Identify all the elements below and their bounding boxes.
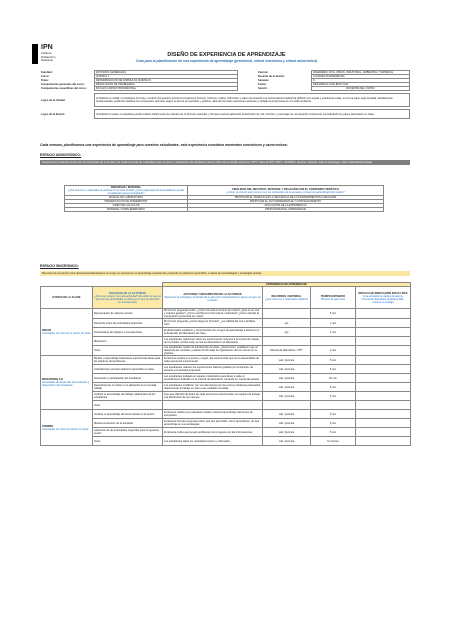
activity-description: Mi formulo preguntas sobre: ¿Cómo formulé el número de moles? ¿Qué es un mol y cuántos iguales? ¿Cómo escribimos la fórmula de moléculas? ¿Cómo calcular la composición porcentual en masa? [163, 309, 263, 319]
col-resources-title: RECURSOS / MATERIAL [271, 294, 302, 298]
activity-time: 5 min [311, 419, 356, 428]
activity-time: 5 min [311, 356, 356, 365]
activity-description: El docente formula preguntas sobre qué han aprendido, cómo aprendieron, de qué aprendizaje en sus estrategias. [163, 419, 263, 428]
activity-time: 1 min [311, 319, 356, 328]
activity-purpose: Otros [93, 401, 163, 410]
activity-purpose: Recuerdo sobre las actividades anteriores [93, 319, 163, 328]
table-row [41, 356, 411, 365]
activity-time [311, 337, 356, 346]
logro-unidad-label: Logro de la Unidad: [41, 98, 66, 102]
activity-purpose: Aplicación de las actividades sugeridas para la siguiente sesión [93, 428, 163, 437]
async-col-purpose-title: FINALIDAD DEL RECURSO / MATERIAL Y RELACIÓN CON EL CONTENIDO TEMÁTICO [232, 187, 339, 191]
activity-resources: Lab. Química [263, 419, 311, 428]
activity-innovation [356, 374, 411, 383]
async-resource: PRESENTACION DE POWERPOINT [65, 200, 188, 204]
async-description: Propuesta de contenido previo con los contenidos de la semana. Se realiza a través de material(es) que se ponen a disposición del estudiante para la visión de su estudio autónomo. (PPT, Video de PPT, PDF's, SCORM's, lecturas, artículos, links de descarga o sitios web/videos/revistas) [40, 160, 410, 165]
competencias-especificas-label: Competencias específicas del curso: [41, 87, 87, 90]
activity-innovation [356, 346, 411, 356]
activity-description: Los estudiantes modifican con sus discusiones de los cursos problemas planteados, relacionando el trabajo en todo a sus unidades tomadas. [164, 384, 261, 390]
activity-description: Los estudiantes dejan los materiales limpios y ordenados. [163, 437, 263, 446]
activity-description: Que sea obtenido de datos de cada secuencia experimental, los equipos de trabajo a la distribución de los mismos. [163, 392, 263, 401]
activity-description: El docente indica que tengan problemas como respeto por las informaciones. [163, 428, 263, 437]
competencias-especificas-value: MUCHO CAMINO PROFESIONAL [95, 87, 238, 91]
async-resource: VIDEO DE CALCULOS [65, 204, 188, 208]
table-row [41, 401, 411, 410]
activity-time: 5 min [311, 365, 356, 374]
sesion-label: Sesión: [258, 87, 268, 90]
activity-time: 5 minutos [311, 437, 356, 446]
activity-innovation [356, 401, 411, 410]
async-col-purpose-sub: ¿Cómo se vinculó este recurso con los contenidos de la semana y el logro de aprendizaje del módulo? [226, 190, 345, 194]
competencias-label: Competencias generales del curso: [41, 83, 85, 86]
semana-value: 9 [312, 79, 410, 83]
activity-resources: Manual de laboratorio - PPT [263, 346, 311, 356]
activity-innovation [356, 437, 411, 446]
facultad-value: ESTUDIOS GENERALES [95, 71, 238, 75]
sync-description: Momento de encuentro entre docente/estudiante/pares en el que se promueven un aprendizaje experiencial, poniendo en práctica lo aprendido, a través de metodologías y estrategias activas. [40, 271, 410, 276]
carrera-label: Carrera: [258, 71, 269, 74]
table-row [41, 319, 411, 328]
docente-value: LOURDES RIVADENEYRA [312, 75, 410, 79]
col-resources-sub: ¿Qué recursos o materiales utilizará? [264, 297, 309, 301]
stage-cell [41, 356, 93, 410]
activity-innovation [356, 365, 411, 374]
async-resource: MANUAL DE LABORATORIO [65, 196, 188, 200]
async-col-purpose [188, 186, 384, 196]
table-row [41, 346, 411, 356]
table-row [41, 410, 411, 419]
course-info-table [40, 70, 410, 119]
col-purpose-sub: ¿Qué voy a lograr con esta actividad? (El orden es que se ejecuten las actividades no debe ser el que se describe en el desarrollo) [94, 294, 161, 304]
semana-label: Semana: [258, 79, 269, 82]
async-resource: MATERIAL COMPLEMENTARIO [65, 208, 188, 212]
stage-cell [41, 309, 93, 356]
activity-resources [263, 401, 311, 410]
docente-label: Docente de la Sesión: [258, 75, 285, 78]
table-row [41, 374, 411, 383]
activity-purpose: Verificar el aprendizaje del trabajo colaborativo de los estudiantes [93, 392, 163, 401]
activity-description: Los estudiantes realizan los experimentos básicos guiados por el docente, de acuerdo a la práctica propuesta. [163, 365, 263, 374]
activity-purpose: Recuperación de saberes previos [93, 309, 163, 319]
activity-time: 5 min [311, 428, 356, 437]
col-activity-sub: Mencionar la actividad y el detalle de la ejecución explicándola en apoyo al logro de la sesión [164, 296, 261, 302]
activity-resources: Lab. Química [263, 410, 311, 419]
activity-purpose: Retroalimentar en todos en lo aplicación en la entrada trabajo [93, 383, 163, 392]
curso-value: QUIMICA 1 [95, 75, 238, 79]
activity-description: Los estudiantes trabajan en equipos colaborativo para llevar a cabo el procedimiento indicado en el manual de laboratorio, tomando en cuenta las pautas. [163, 374, 263, 383]
page-title: DISEÑO DE EXPERIENCIA DE APRENDIZAJE [167, 52, 286, 58]
activity-purpose: Metacomunicación de la actividad [93, 419, 163, 428]
sync-table [40, 282, 411, 446]
activity-innovation [356, 428, 411, 437]
sync-heading: ESPACIO SINCRÓNICO: [40, 264, 79, 268]
col-time-title: TIEMPO ESTIMADO [320, 294, 346, 298]
logro-sesion-label: Logro de la Sesión: [41, 112, 66, 116]
activity-innovation [356, 410, 411, 419]
stage-description: Actividades de cierre de sesión de clase. [42, 427, 90, 431]
async-col-resources [65, 186, 188, 196]
table-row [41, 392, 411, 401]
activity-resources: ppt [263, 319, 311, 328]
activity-description: El docente explica en proceso y seguir, las experiencias que se ha desarrollado de cada secuencia experimental. [163, 356, 263, 365]
activity-description [163, 401, 263, 410]
logro-sesion-value: Al finalizar la sesión el estudiante podrá realizar eficazmente los cálculos de la fórmula molecular y fórmula empírica aplicando la definición de mol, fracción y porcentaje de composición centesimal, considerando los pasos planteados en clase. [95, 110, 410, 119]
col-purpose-title: FINALIDAD DE LA ACTIVIDAD [108, 291, 147, 295]
table-row [41, 383, 411, 392]
activity-innovation [356, 392, 411, 401]
activity-purpose: Interacción y participación del estudiante [93, 374, 163, 383]
col-innovation [356, 287, 411, 309]
table-row [41, 437, 411, 446]
activity-innovation [356, 356, 411, 365]
stage-name: INICIO [42, 328, 52, 332]
col-time-sub: Minutos de ejecución [320, 297, 346, 301]
activity-description: El dinamizador establece y comunicando con el logro de aprendizaje a alcanzar en el desarrollo del laboratorio de clase. [163, 328, 263, 337]
activity-innovation [356, 319, 411, 328]
table-row [41, 309, 411, 319]
activity-purpose: Actividad que permitan aplicar lo aprendido en clase [93, 365, 163, 374]
col-purpose [93, 287, 163, 309]
async-purpose: PROPICIAR EL TRABAJO EN LA SECUENCIA DE LOS EXPERIMENTOS A REALIZAR [188, 196, 384, 200]
activity-innovation [356, 383, 411, 392]
activity-resources: ppt [263, 328, 311, 337]
competencias-value: RESOLUCION DE PROBLEMAS [95, 83, 238, 87]
activity-time: 1 min [311, 328, 356, 337]
activity-resources: Lab. Química [263, 374, 311, 383]
page-subtitle: Guía para la planificación de una experiencia de aprendizaje (presencial, virtual síncrónica y virtual asincrónica) [136, 59, 317, 63]
fecha-value: DESARROLLO EN BIOLOGIA [312, 83, 410, 87]
activity-purpose: Otros [93, 346, 163, 356]
activity-description: Mi formulo preguntas ¿Cómo llego por fórmula?, ¿La utilidad del mol a la Masa Ción. [163, 319, 263, 328]
activity-description: El docente realiza una evaluación rápida y efectiva aprendizaje del tiempo de compuesto. [163, 410, 263, 419]
activity-purpose: Presentación del objetivo o competencias [93, 328, 163, 337]
stage-cell [41, 410, 93, 446]
activity-resources: Lab. Química [263, 392, 311, 401]
activity-purpose: Verificar el aprendizaje del tema tratado en la sesión [93, 410, 163, 419]
table-row [41, 365, 411, 374]
col-activity-title: ACTIVIDAD Y DESCRIPCIÓN DE LA ACTIVIDAD [183, 293, 242, 296]
activity-description: Los estudiantes relacionan sobre los experimentos mayores a la tercera de masas, de los fluidos, tendrá cada, al cual se desarrolla en el laboratorio. [163, 337, 263, 346]
activity-description: Los estudiantes reciben la introducción de clase: ¿Determina?, establecen que al desarrollo las mezclas y evaluar de fórmulas la organización de los mismos en la práctica. [163, 346, 263, 356]
stage-description: Actividades de inicio de la sesión de clase [42, 332, 91, 335]
async-purpose: APLICACIÓN DE LA EXPERIENCIA [188, 204, 384, 208]
sesion-value: DOCENTE DEL CURSO [312, 87, 410, 91]
activity-resources [263, 337, 311, 346]
activity-resources: Lab. Química [263, 356, 311, 365]
activity-purpose: Motivación [93, 337, 163, 346]
tema-value: DETERMINACION DE FORMULAS QUIMICAS [95, 79, 238, 83]
activity-innovation [356, 328, 411, 337]
col-activity [163, 287, 263, 309]
logo-subtext: Instituto Politécnico Nacional [41, 51, 56, 62]
activity-innovation [356, 309, 411, 319]
tema-label: Tema: [41, 79, 49, 82]
activity-time: 60 min [311, 374, 356, 383]
activity-time [311, 401, 356, 410]
activity-resources: Lab. Química [263, 383, 311, 392]
logo-text: IPN [41, 44, 53, 51]
facultad-label: Facultad: [41, 71, 53, 74]
table-row [41, 419, 411, 428]
activity-time: 5 min [311, 383, 356, 392]
activity-resources: Lab. Química [263, 428, 311, 437]
carrera-value: INGENIERIA CIVIL, MINAS, INDUSTRIAL, AMBIENTAL Y MATERIAL [312, 71, 410, 75]
curso-label: Curso: [41, 75, 50, 78]
logro-unidad-value: Al finalizar la unidad, el estudiante formula y nombra compuestos químicos inorgánicos (función, hidruros, óxidos, hidróxidos y sales) de acuerdo a la nomenclatura tradicional (IUPAC) con ayuda y practica de estas, en forma clara, argumentada, debidamente fundamentada, pudiendo clasificar los compuestos químicos según el tipo de su periódico y gráficos, además formulan reacciones químicas y señalan la importancia en el medio ambiente. [95, 94, 410, 107]
async-purpose: PROFUNDIZAR EL APRENDIZAJE [188, 208, 384, 212]
stage-description: Actividades de desarrollo del contenido y desempeño del estudiante. [42, 381, 90, 387]
activity-time: 5 min [311, 392, 356, 401]
col-time [311, 287, 356, 309]
col-innovation-title: REPLICA DE INNOVACIÓN EDUCA MÁS [358, 291, 408, 295]
col-stages: ETAPAS DE LA CLASE [41, 287, 93, 309]
activity-purpose: Brindar o aprendizaje basándose experiencias ideas para los objetivos del problemas [93, 356, 163, 365]
async-heading: ESPACIO ASINCRÓNICO: [40, 153, 82, 157]
activity-resources: Lab. Química [263, 437, 311, 446]
async-purpose: PROPICIAR EL AUTOAPRENDIZAJE Y FORTALECIMIENTO [188, 200, 384, 204]
activity-time: 2 min [311, 346, 356, 356]
fecha-label: Fecha: [258, 83, 267, 86]
async-col-resources-title: RECURSOS / MATERIAL [110, 186, 142, 189]
activity-purpose: Otros [93, 437, 163, 446]
activity-time: 5 min [311, 410, 356, 419]
table-row [41, 337, 411, 346]
activity-resources: Lab. Química [263, 365, 311, 374]
col-innovation-sub: Si la actividad se replica de alguna innovación Educativa de Educa Más, Colocar su Código [361, 294, 405, 304]
activity-innovation [356, 337, 411, 346]
stage-name: CIERRE [42, 423, 54, 428]
activity-time: 5 min [311, 309, 356, 319]
table-row [41, 428, 411, 437]
async-table [64, 185, 384, 212]
stage-name: DESARROLLO [42, 377, 63, 381]
table-row [41, 328, 411, 337]
planning-note: Cada semana, planificamos una experiencia de aprendizaje para nuestros estudiantes, esta experiencia considera momentos síncrónicos y asíncrónicos: [40, 143, 288, 147]
col-resources [263, 287, 311, 309]
activity-resources [263, 309, 311, 319]
experience-title: EXPERIENCIA DE APRENDIZAJE [163, 283, 411, 287]
async-col-resources-sub: ¿Qué recursos / materiales se publican en el Aula Virtual? ¿Qué pregunta(s) de autorreflexión se han considerado para el estudiante? [67, 189, 185, 195]
table-row [65, 208, 384, 212]
activity-innovation [356, 419, 411, 428]
